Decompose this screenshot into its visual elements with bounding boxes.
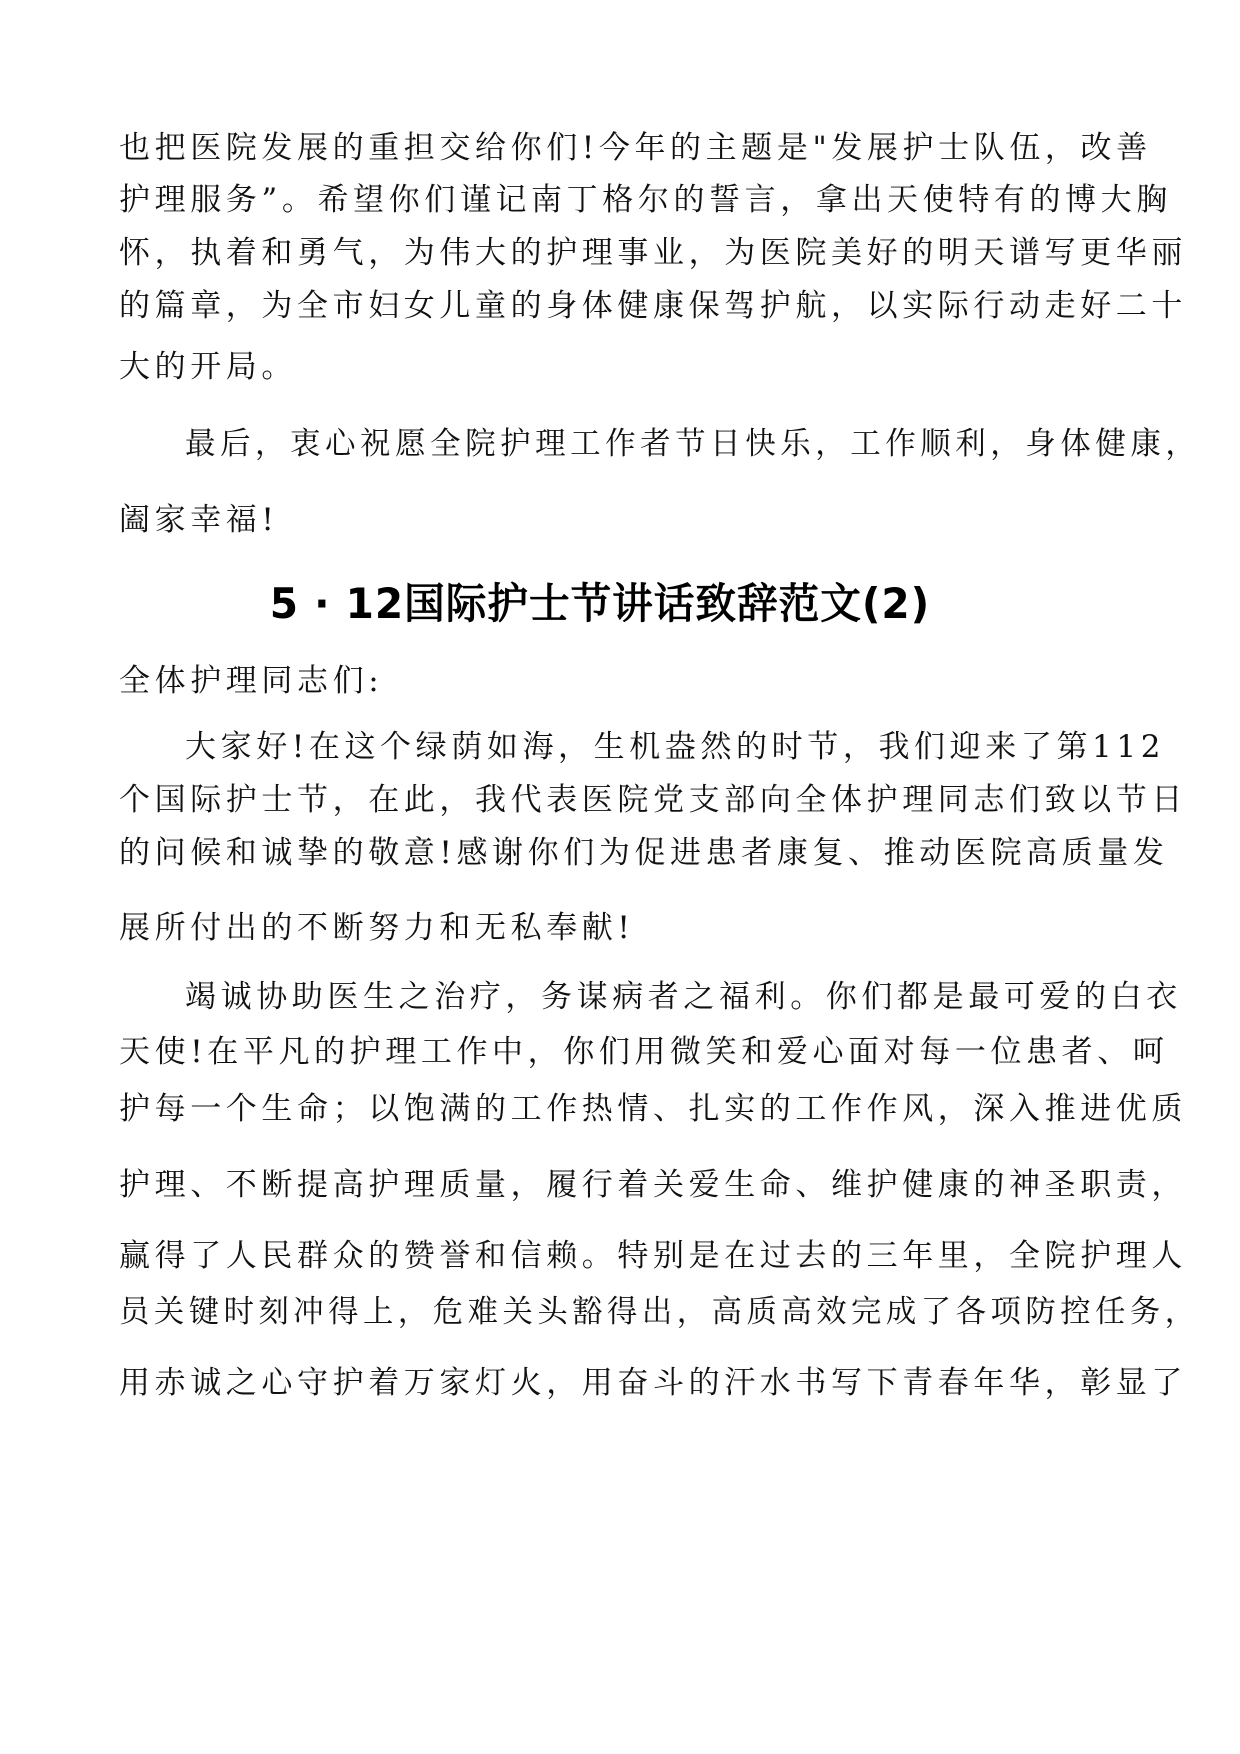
paragraph-line: 赢得了人民群众的赞誉和信赖。特别是在过去的三年里，全院护理人 xyxy=(119,1238,1187,1274)
section-heading: 5 · 12国际护士节讲话致辞范文(2) xyxy=(269,579,931,628)
paragraph-line: 大的开局。 xyxy=(119,349,297,385)
paragraph-line: 怀，执着和勇气，为伟大的护理事业，为医院美好的明天谱写更华丽 xyxy=(119,235,1187,271)
closing-line: 阖家幸福! xyxy=(119,502,279,538)
paragraph-line: 护理、不断提高护理质量，履行着关爱生命、维护健康的神圣职责， xyxy=(119,1167,1187,1203)
paragraph-line: 竭诚协助医生之治疗，务谋病者之福利。你们都是最可爱的白衣 xyxy=(185,979,1182,1015)
salutation: 全体护理同志们: xyxy=(119,663,384,699)
paragraph-line: 的篇章，为全市妇女儿童的身体健康保驾护航，以实际行动走好二十 xyxy=(119,288,1187,324)
paragraph-line: 员关键时刻冲得上，危难关头豁得出，高质高效完成了各项防控任务， xyxy=(119,1294,1200,1330)
paragraph-line: 护理服务”。希望你们谨记南丁格尔的誓言，拿出天使特有的博大胸 xyxy=(119,182,1172,218)
paragraph-line: 用赤诚之心守护着万家灯火，用奋斗的汗水书写下青春年华，彰显了 xyxy=(119,1365,1187,1401)
paragraph-line: 的问候和诚挚的敬意!感谢你们为促进患者康复、推动医院高质量发 xyxy=(119,835,1169,871)
closing-line: 最后，衷心祝愿全院护理工作者节日快乐，工作顺利，身体健康， xyxy=(185,426,1201,462)
paragraph-line: 天使!在平凡的护理工作中，你们用微笑和爱心面对每一位患者、呵 xyxy=(119,1034,1169,1070)
paragraph-line: 护每一个生命；以饱满的工作热情、扎实的工作作风，深入推进优质 xyxy=(119,1091,1187,1127)
paragraph-line: 也把医院发展的重担交给你们!今年的主题是"发展护士队伍，改善 xyxy=(119,130,1152,166)
paragraph-line: 个国际护士节，在此，我代表医院党支部向全体护理同志们致以节日 xyxy=(119,782,1187,818)
paragraph-line: 展所付出的不断努力和无私奉献! xyxy=(119,910,635,946)
paragraph-line: 大家好!在这个绿荫如海，生机盎然的时节，我们迎来了第112 xyxy=(185,729,1166,765)
